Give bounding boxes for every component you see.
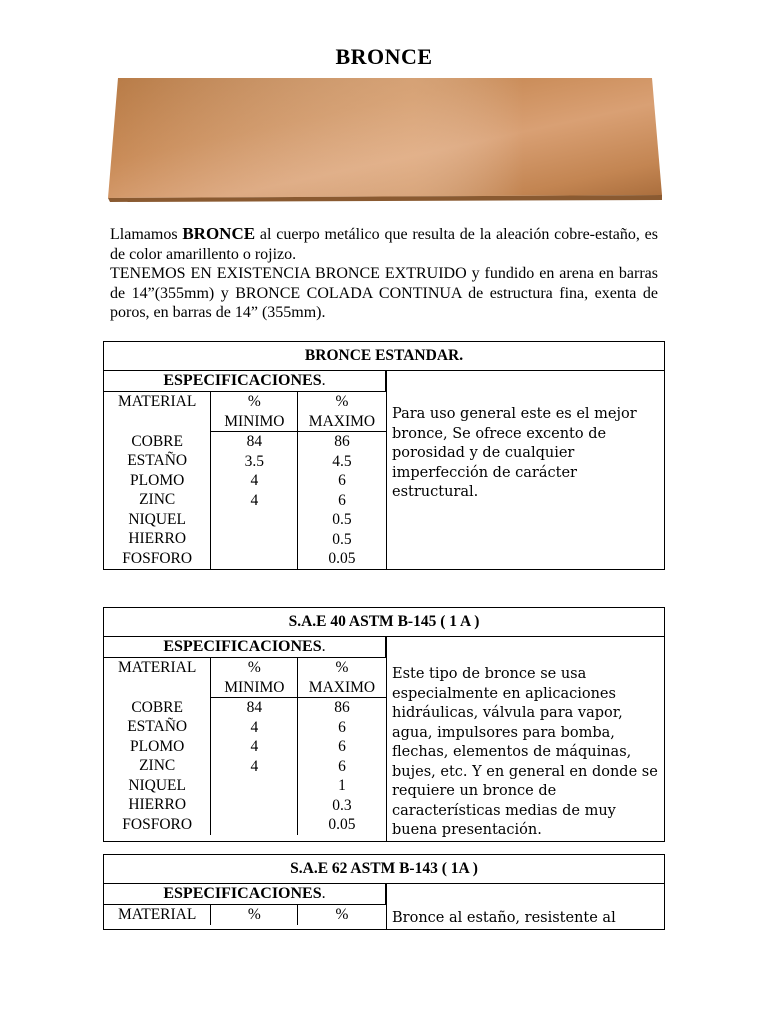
- spec-table-sae-62: [103, 854, 665, 930]
- col-min-header: %: [211, 905, 298, 925]
- spec-grid-cell: [104, 637, 387, 842]
- col-min-header: % MINIMO: [211, 658, 298, 698]
- materials-column: COBRE ESTAÑO PLOMO ZINC NIQUEL HIERRO FOSFORO: [104, 432, 211, 569]
- col-material-header: MATERIAL: [104, 658, 211, 698]
- description-text: Para uso general este es el mejor bronce, Se ofrece excento de porosidad y de cualquier imperfección de carácter estructural.: [392, 406, 637, 500]
- description-text: Este tipo de bronce se usa especialmente en aplicaciones hidráulicas, válvula para vapor, agua, impulsores para bomba, flechas, elementos de máquinas, bujes, etc. Y en general en donde se requiere un bronce de características medias de muy buena presentación.: [392, 666, 658, 838]
- spec-title: ESPECIFICACIONES.: [104, 371, 386, 392]
- maximo-column: 86 4.5 6 6 0.5 0.5 0.05: [298, 432, 386, 569]
- minimo-column: 84 4 4 4: [211, 698, 298, 835]
- bronze-plate-image: [100, 70, 670, 210]
- spec-grid: [104, 884, 386, 925]
- spec-grid-cell: [104, 884, 387, 930]
- col-max-header: % MAXIMO: [298, 658, 386, 698]
- intro-paragraph-2: TENEMOS EN EXISTENCIA BRONCE EXTRUIDO y fundido en arena en barras de 14”(355mm) y BRONCE COLADA CONTINUA de estructura fina, exenta de poros, en barras de 14” (355mm).: [110, 265, 658, 321]
- materials-column: COBRE ESTAÑO PLOMO ZINC NIQUEL HIERRO FOSFORO: [104, 698, 211, 835]
- intro-p1-post: al cuerpo metálico que resulta de la aleación cobre-estaño, es de color amarillento o rojizo.: [110, 226, 658, 263]
- col-min-header: % MINIMO: [211, 392, 298, 432]
- intro-bronce-bold: BRONCE: [182, 224, 256, 243]
- minimo-column: 84 3.5 4 4: [211, 432, 298, 569]
- spec-table-bronce-estandar: [103, 341, 665, 570]
- maximo-column: 86 6 6 6 1 0.3 0.05: [298, 698, 386, 835]
- col-max-header: % MAXIMO: [298, 392, 386, 432]
- description-text: Bronce al estaño, resistente al: [392, 910, 616, 926]
- spec-title: ESPECIFICACIONES.: [104, 884, 386, 905]
- spec-grid: [104, 371, 386, 569]
- spec-grid-cell: [104, 371, 387, 570]
- table-header: S.A.E 62 ASTM B-143 ( 1A ): [104, 855, 665, 884]
- page-title: BRONCE: [335, 44, 433, 69]
- description-cell: [387, 884, 665, 930]
- col-material-header: MATERIAL: [104, 392, 211, 432]
- spec-grid: [104, 637, 386, 835]
- description-cell: [387, 371, 665, 570]
- spec-table-sae-40: [103, 607, 665, 842]
- col-max-header: %: [298, 905, 386, 925]
- table-header: S.A.E 40 ASTM B-145 ( 1 A ): [104, 608, 665, 637]
- intro-paragraph-1: [110, 224, 658, 264]
- spec-title: ESPECIFICACIONES.: [104, 637, 386, 658]
- table-header: BRONCE ESTANDAR.: [104, 342, 665, 371]
- intro-p1-pre: Llamamos: [110, 226, 183, 243]
- intro-text: [110, 224, 658, 323]
- col-material-header: MATERIAL: [104, 905, 211, 925]
- description-cell: [387, 637, 665, 842]
